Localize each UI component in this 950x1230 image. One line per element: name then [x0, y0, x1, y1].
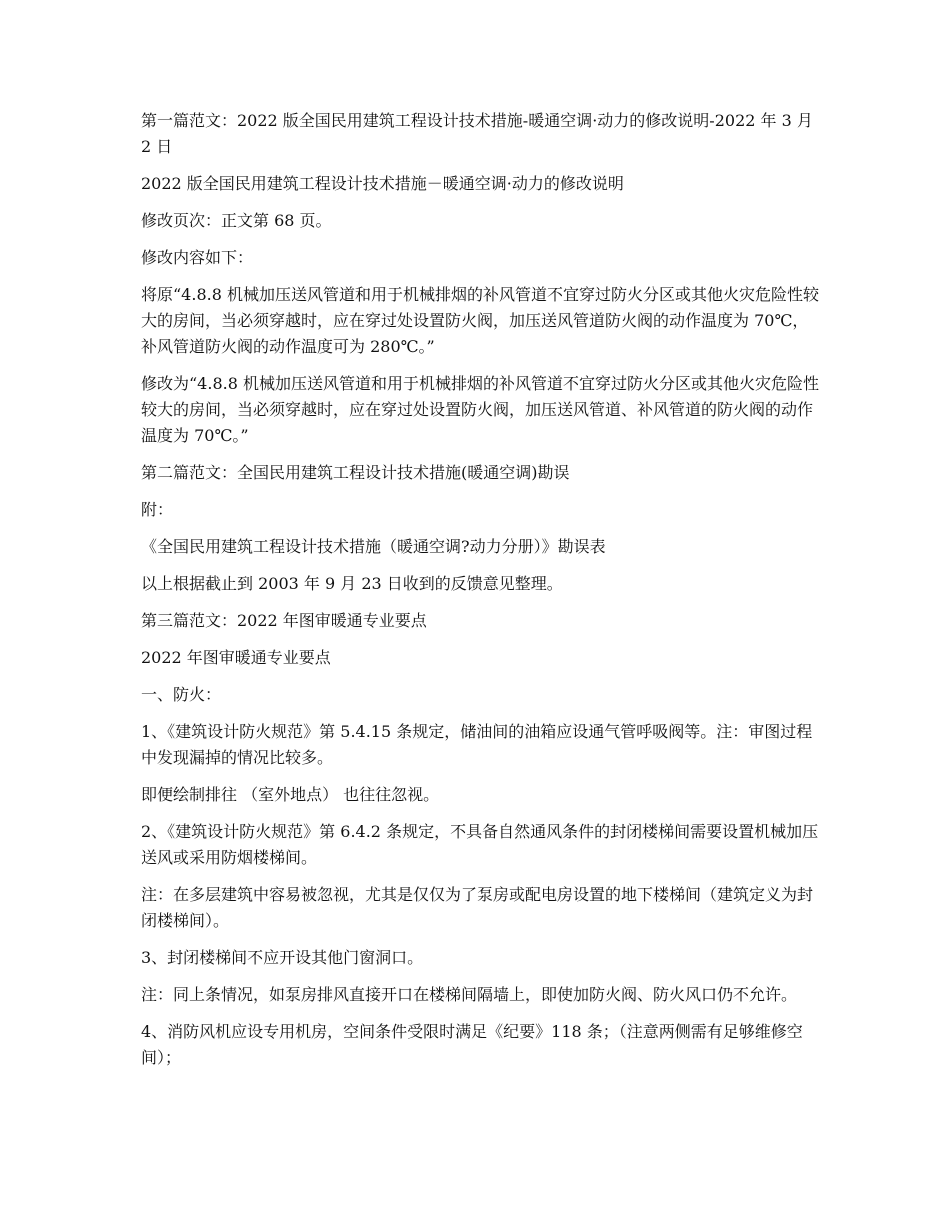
paragraph-subtitle-3: 2022 年图审暖通专业要点	[141, 648, 331, 667]
paragraph: 修改为“4.8.8 机械加压送风管道和用于机械排烟的补风管道不宜穿过防火分区或其他火灾危险性较大的房间，当必须穿越时，应在穿过处设置防火阀，加压送风管道、补风管道的防火阀的动作温度为 70℃。”	[141, 374, 819, 445]
paragraph: 将原“4.8.8 机械加压送风管道和用于机械排烟的补风管道不宜穿过防火分区或其他火灾危险性较大的房间，当必须穿越时，应在穿过处设置防火阀，加压送风管道防火阀的动作温度为 70℃，补风管道防火阀的动作温度可为 280℃。”	[141, 285, 819, 356]
list-item: 2、《建筑设计防火规范》第 6.4.2 条规定，不具备自然通风条件的封闭楼梯间需要设置机械加压送风或采用防烟楼梯间。	[141, 822, 819, 867]
paragraph: 以上根据截止到 2003 年 9 月 23 日收到的反馈意见整理。	[141, 574, 563, 593]
list-item: 4、消防风机应设专用机房，空间条件受限时满足《纪要》118 条；（注意两侧需有足够维修空间）；	[141, 1022, 803, 1067]
paragraph-title-2: 第二篇范文：全国民用建筑工程设计技术措施(暖通空调)勘误	[141, 463, 570, 482]
paragraph: 即便绘制排往 （室外地点） 也往往忽视。	[141, 785, 440, 804]
list-item: 1、《建筑设计防火规范》第 5.4.15 条规定，储油间的油箱应设通气管呼吸阀等。注：审图过程中发现漏掉的情况比较多。	[141, 722, 813, 767]
paragraph-title-1: 第一篇范文：2022 版全国民用建筑工程设计技术措施-暖通空调·动力的修改说明-2022 年 3 月 2 日	[141, 111, 813, 156]
paragraph: 附：	[141, 500, 174, 519]
document-body	[141, 108, 821, 1082]
list-item: 3、封闭楼梯间不应开设其他门窗洞口。	[141, 948, 424, 967]
paragraph-subtitle-1: 2022 版全国民用建筑工程设计技术措施－暖通空调·动力的修改说明	[141, 174, 624, 193]
paragraph: 修改页次：正文第 68 页。	[141, 211, 332, 230]
paragraph-title-3: 第三篇范文：2022 年图审暖通专业要点	[141, 611, 427, 630]
paragraph: 《全国民用建筑工程设计技术措施（暖通空调?动力分册）》勘误表	[141, 537, 606, 556]
paragraph: 修改内容如下：	[141, 248, 254, 267]
note-paragraph: 注：同上条情况，如泵房排风直接开口在楼梯间隔墙上，即使加防火阀、防火风口仍不允许。	[141, 985, 798, 1004]
section-heading: 一、防火：	[141, 685, 222, 704]
note-paragraph: 注：在多层建筑中容易被忽视，尤其是仅仅为了泵房或配电房设置的地下楼梯间（建筑定义为封闭楼梯间）。	[141, 885, 814, 930]
